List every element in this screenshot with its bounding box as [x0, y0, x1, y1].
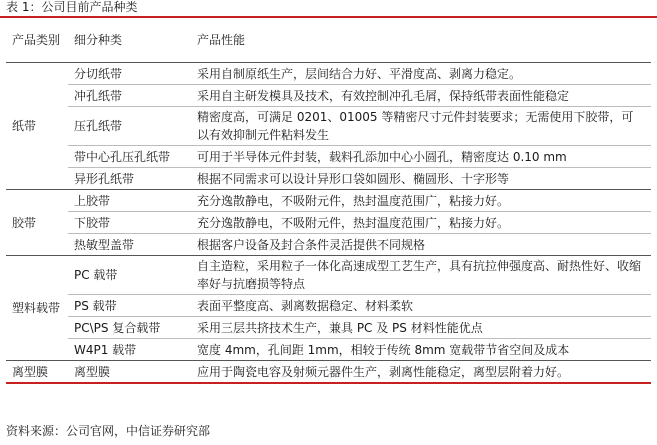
table-row — [6, 317, 651, 339]
subtype-cell: 下胶带 — [68, 212, 191, 234]
table-row — [6, 107, 651, 146]
table-row — [6, 212, 651, 234]
category-cell: 离型膜 — [6, 361, 68, 384]
table-row — [6, 256, 651, 295]
subtype-cell: 离型膜 — [68, 361, 191, 384]
performance-cell: 采用自主研发模具及技术，有效控制冲孔毛屑，保持纸带表面性能稳定 — [191, 85, 651, 107]
product-table — [6, 18, 651, 384]
performance-cell: 根据客户设备及封合条件灵活提供不同规格 — [191, 234, 651, 256]
subtype-cell: 分切纸带 — [68, 63, 191, 85]
performance-cell: 可用于半导体元件封装，载料孔添加中心小圆孔，精密度达 0.10 mm — [191, 146, 651, 168]
performance-cell: 表面平整度高、剥离数据稳定、材料柔软 — [191, 295, 651, 317]
subtype-cell: W4P1 载带 — [68, 339, 191, 361]
performance-cell: 精密度高，可满足 0201、01005 等精密尺寸元件封装要求；无需使用下胶带，可以有效抑制元件粘料发生 — [191, 107, 651, 146]
table-row — [6, 361, 651, 384]
subtype-cell: 热敏型盖带 — [68, 234, 191, 256]
subtype-cell: PC 载带 — [68, 256, 191, 295]
subtype-cell: 异形孔纸带 — [68, 168, 191, 190]
performance-cell: 采用自制原纸生产，层间结合力好、平滑度高、剥离力稳定。 — [191, 63, 651, 85]
table-row — [6, 295, 651, 317]
table-row — [6, 168, 651, 190]
table-row — [6, 339, 651, 361]
table-row — [6, 234, 651, 256]
subtype-cell: PC\PS 复合载带 — [68, 317, 191, 339]
subtype-cell: 上胶带 — [68, 190, 191, 212]
category-cell: 胶带 — [6, 190, 68, 256]
performance-cell: 宽度 4mm，孔间距 1mm，相较于传统 8mm 宽载带节省空间及成本 — [191, 339, 651, 361]
category-cell: 塑料载带 — [6, 256, 68, 361]
table-row — [6, 63, 651, 85]
performance-cell: 采用三层共挤技术生产，兼具 PC 及 PS 材料性能优点 — [191, 317, 651, 339]
header-category: 产品类别 — [6, 18, 68, 63]
subtype-cell: PS 载带 — [68, 295, 191, 317]
table-header-row — [6, 18, 651, 63]
performance-cell: 自主造粒，采用粒子一体化高速成型工艺生产，具有抗拉伸强度高、耐热性好、收缩率好与抗磨损等特点 — [191, 256, 651, 295]
performance-cell: 根据不同需求可以设计异形口袋如圆形、椭圆形、十字形等 — [191, 168, 651, 190]
performance-cell: 应用于陶瓷电容及射频元器件生产，剥离性能稳定，离型层附着力好。 — [191, 361, 651, 384]
subtype-cell: 带中心孔压孔纸带 — [68, 146, 191, 168]
table-row — [6, 85, 651, 107]
table-caption: 表 1：公司目前产品种类 — [6, 0, 138, 14]
header-performance: 产品性能 — [191, 18, 651, 63]
header-subtype: 细分种类 — [68, 18, 191, 63]
source-note: 资料来源：公司官网，中信证券研究部 — [6, 424, 211, 438]
subtype-cell: 压孔纸带 — [68, 107, 191, 146]
table-row — [6, 146, 651, 168]
performance-cell: 充分逸散静电，不吸附元件，热封温度范围广，粘接力好。 — [191, 212, 651, 234]
category-cell: 纸带 — [6, 63, 68, 190]
performance-cell: 充分逸散静电，不吸附元件，热封温度范围广，粘接力好。 — [191, 190, 651, 212]
table-row — [6, 190, 651, 212]
subtype-cell: 冲孔纸带 — [68, 85, 191, 107]
